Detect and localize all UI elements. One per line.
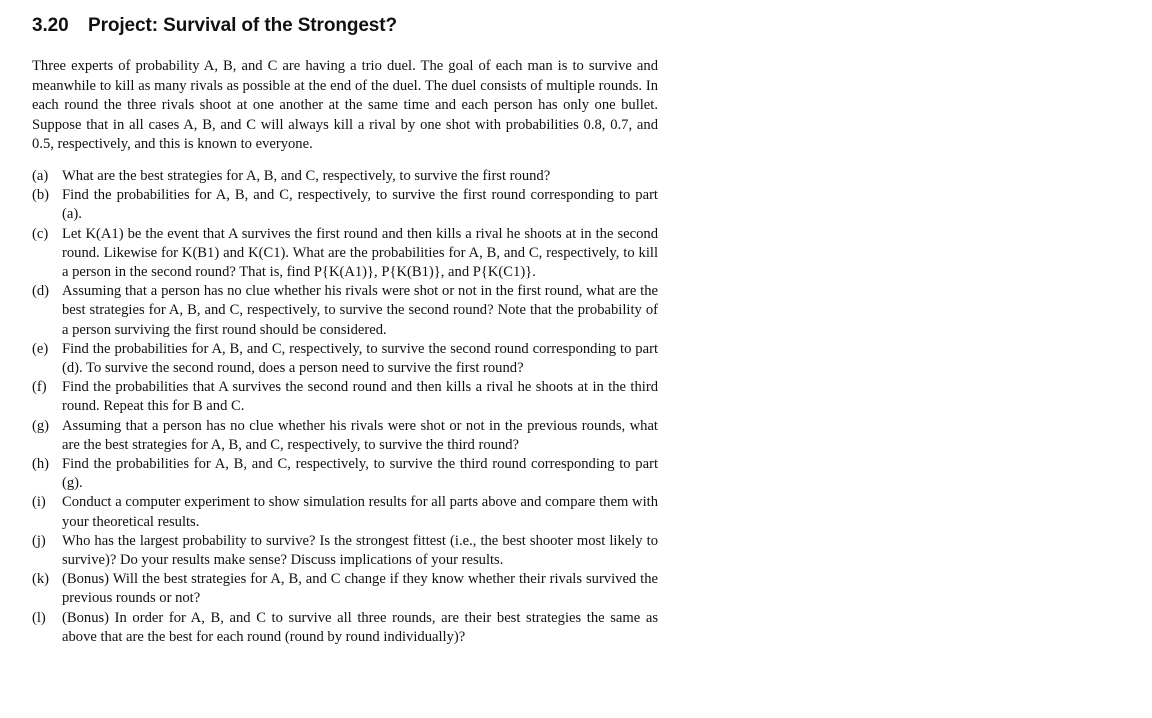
part-text: Let K(A1) be the event that A survives the first round and then kills a rival he shoots at in the second round. Likewise for K(B1) and K(C1). What are the probabilities for A, B, and C, respectively, to kill a person in the second round? That is, find P{K(A1)}, P{K(B1)}, and P{K(C1)}. <box>62 225 658 280</box>
part-label: (h) <box>32 456 50 473</box>
intro-paragraph: Three experts of probability A, B, and C are having a trio duel. The goal of each man is to survive and meanwhile to kill as many rivals as possible at the end of the duel. The duel consists of multiple rounds. In each round the three rivals shoot at one another at the same time and each person has only one bullet. Suppose that in all cases A, B, and C will always kill a rival by one shot with probabilities 0.8, 0.7, and 0.5, respectively, and this is known to everyone. <box>32 58 658 153</box>
part-i <box>32 493 658 531</box>
part-d <box>32 282 658 340</box>
part-k <box>32 570 658 608</box>
part-label: (l) <box>32 609 46 626</box>
part-label: (a) <box>32 167 49 184</box>
part-label: (j) <box>32 532 46 549</box>
problem-page <box>32 14 658 647</box>
part-label: (c) <box>32 225 49 242</box>
part-b <box>32 186 658 224</box>
part-label: (e) <box>32 340 49 357</box>
part-text: (Bonus) In order for A, B, and C to survive all three rounds, are their best strategies the same as above that are the best for each round (round by round individually)? <box>62 609 658 645</box>
part-text: Conduct a computer experiment to show simulation results for all parts above and compare them with your theoretical results. <box>62 494 658 530</box>
part-text: Find the probabilities for A, B, and C, respectively, to survive the first round corresponding to part (a). <box>62 187 658 223</box>
part-text: Assuming that a person has no clue whether his rivals were shot or not in the previous rounds, what are the best strategies for A, B, and C, respectively, to survive the third round? <box>62 417 658 453</box>
part-j <box>32 532 658 570</box>
part-c <box>32 225 658 283</box>
part-text: Who has the largest probability to survive? Is the strongest fittest (i.e., the best shooter most likely to survive)? Do your results make sense? Discuss implications of your results. <box>62 532 658 569</box>
part-label: (k) <box>32 571 50 588</box>
part-a <box>32 167 658 186</box>
part-label: (d) <box>32 283 50 300</box>
part-text: Find the probabilities for A, B, and C, respectively, to survive the second round corresponding to part (d). To survive the second round, does a person need to survive the first round? <box>62 340 658 376</box>
section-heading <box>32 14 658 38</box>
part-label: (g) <box>32 417 50 434</box>
part-g <box>32 417 658 455</box>
part-text: Assuming that a person has no clue whether his rivals were shot or not in the first round, what are the best strategies for A, B, and C, respectively, to survive the second round? Note that the probability of a person surviving the first round should be considered. <box>62 283 658 338</box>
section-number: 3.20 <box>32 15 69 36</box>
part-l <box>32 609 658 647</box>
parts-list <box>32 167 658 647</box>
part-h <box>32 455 658 493</box>
part-label: (i) <box>32 494 46 511</box>
part-label: (b) <box>32 187 50 204</box>
part-text: (Bonus) Will the best strategies for A, B, and C change if they know whether their rivals survived the previous rounds or not? <box>62 571 658 607</box>
part-label: (f) <box>32 379 47 396</box>
part-text: What are the best strategies for A, B, and C, respectively, to survive the first round? <box>62 167 551 184</box>
part-text: Find the probabilities for A, B, and C, respectively, to survive the third round corresponding to part (g). <box>62 456 658 492</box>
part-e <box>32 340 658 378</box>
part-text: Find the probabilities that A survives the second round and then kills a rival he shoots at in the third round. Repeat this for B and C. <box>62 379 658 415</box>
part-f <box>32 378 658 416</box>
section-title: Project: Survival of the Strongest? <box>88 15 397 36</box>
